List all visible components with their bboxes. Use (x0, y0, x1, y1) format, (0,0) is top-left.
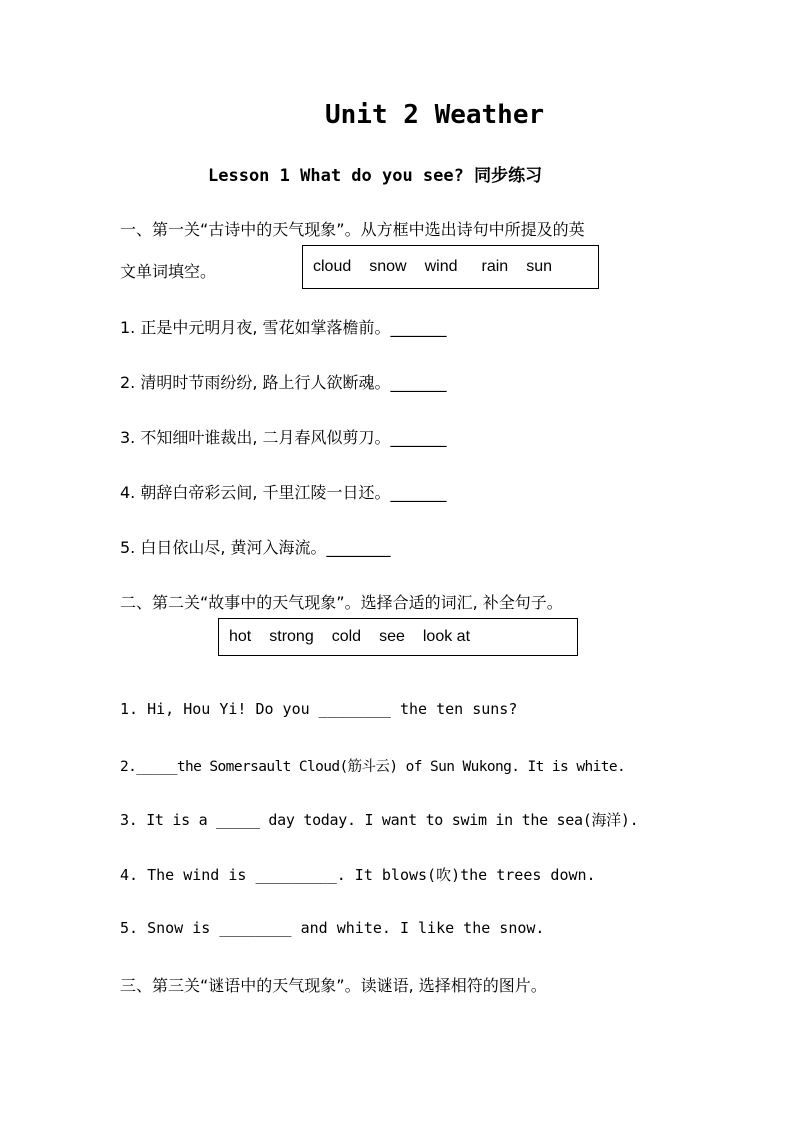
word-option: hot (229, 628, 252, 645)
section2-heading: 二、第二关“故事中的天气现象”。选择合适的词汇, 补全句子。 (120, 593, 563, 612)
word-option: wind (424, 258, 458, 275)
question-item: 1. Hi, Hou Yi! Do you ________ the ten suns? (120, 700, 518, 718)
word-option: rain (481, 258, 509, 275)
question-item: 3. 不知细叶谁裁出, 二月春风似剪刀。_______ (120, 428, 447, 447)
page-title: Unit 2 Weather (325, 100, 545, 130)
question-item: 4. 朝辞白帝彩云间, 千里江陵一日还。_______ (120, 483, 447, 502)
word-option: strong (269, 628, 314, 645)
word-option: cloud (313, 258, 352, 275)
section3-heading: 三、第三关“谜语中的天气现象”。读谜语, 选择相符的图片。 (120, 976, 547, 995)
question-item: 3. It is a _____ day today. I want to swim in the sea(海洋). (120, 811, 639, 829)
question-item: 5. 白日依山尽, 黄河入海流。________ (120, 538, 391, 557)
word-option: cold (331, 628, 362, 645)
question-item: 5. Snow is ________ and white. I like the snow. (120, 919, 545, 937)
word-option: look at (422, 628, 471, 645)
word-option: snow (369, 258, 407, 275)
page-subtitle: Lesson 1 What do you see? 同步练习 (208, 166, 543, 186)
question-item: 4. The wind is _________. It blows(吹)the trees down. (120, 866, 596, 884)
section1-heading-cont: 文单词填空。 (120, 262, 217, 281)
section1-word-box (302, 245, 599, 289)
section2-word-box (218, 618, 578, 656)
word-option: sun (526, 258, 552, 275)
word-option: see (379, 628, 405, 645)
question-item: 2. 清明时节雨纷纷, 路上行人欲断魂。_______ (120, 373, 447, 392)
question-item: 2._____the Somersault Cloud(筋斗云) of Sun Wukong. It is white. (120, 759, 626, 775)
question-item: 1. 正是中元明月夜, 雪花如掌落檐前。_______ (120, 318, 447, 337)
section1-heading: 一、第一关“古诗中的天气现象”。从方框中选出诗句中所提及的英 (120, 220, 585, 239)
